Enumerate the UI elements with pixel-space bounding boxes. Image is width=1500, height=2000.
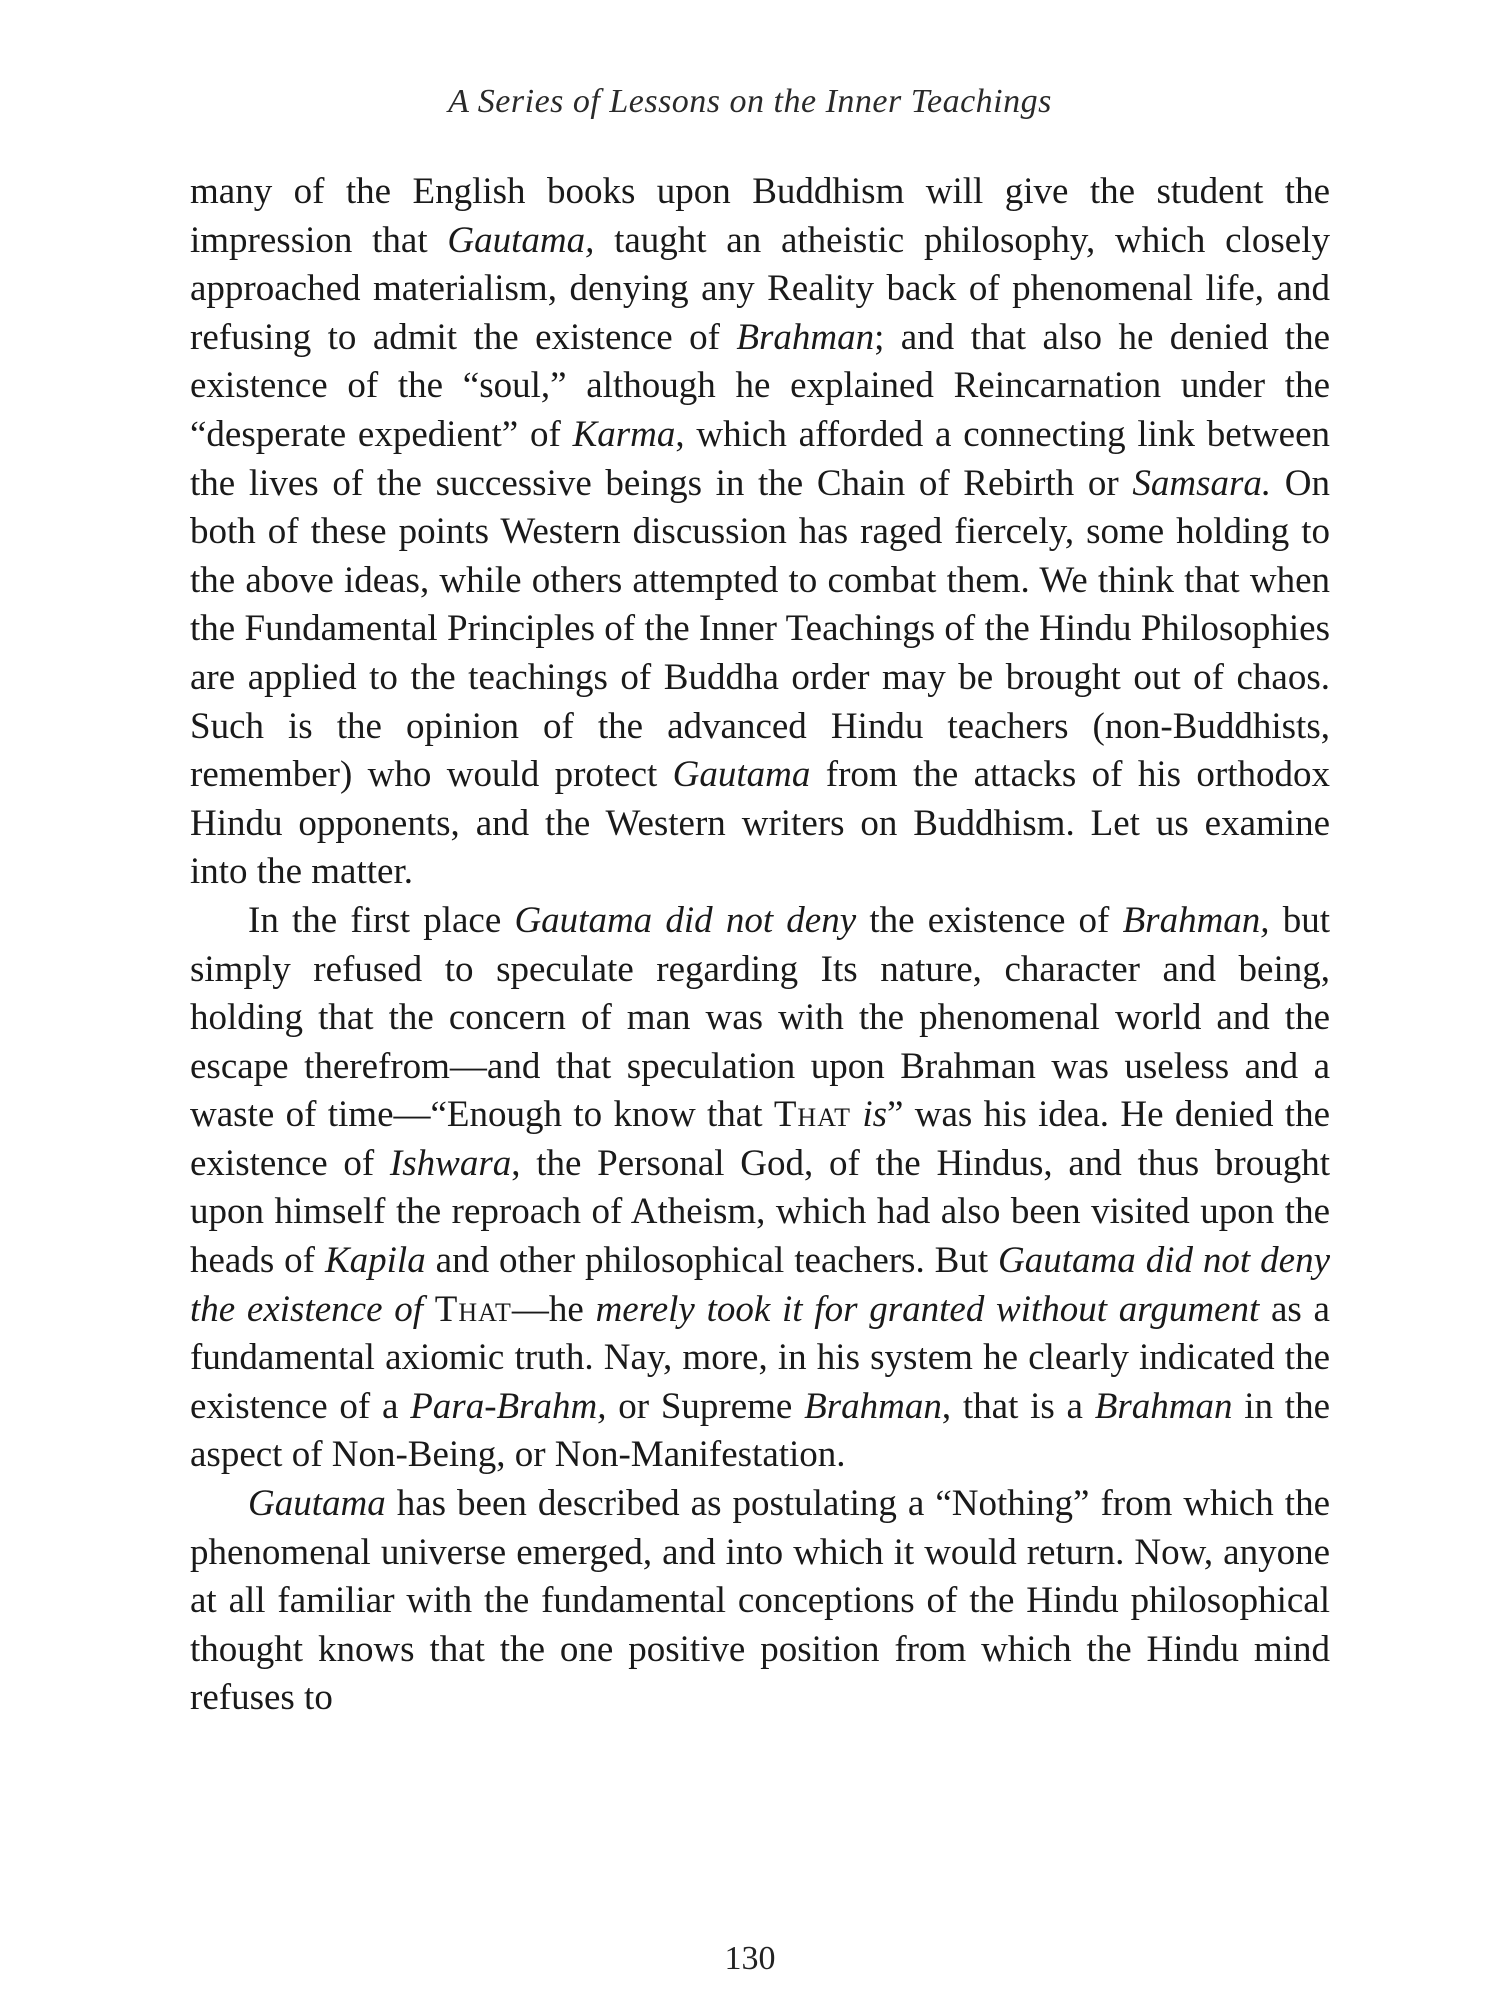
text-run: taught an atheistic philosophy, which closely approached materialism, denying any Reality back of phenomenal life, and refusing to admit the existence of [190, 219, 1330, 358]
small-caps-text: That [773, 1094, 851, 1136]
italic-text: is [862, 1094, 888, 1136]
body-text [190, 168, 1330, 1723]
small-caps-text: That [434, 1288, 512, 1330]
running-head: A Series of Lessons on the Inner Teachings [448, 83, 1052, 120]
text-run: ” was his idea. He denied the existence of [190, 1094, 1330, 1184]
italic-text: Samsara. [1132, 462, 1272, 504]
italic-text: Gautama did not deny the existence of [190, 1240, 1330, 1330]
italic-text: Gautama [248, 1483, 386, 1525]
text-run: —he [511, 1288, 596, 1330]
italic-text: Brahman [1094, 1385, 1233, 1427]
text-run: or Supreme [606, 1385, 805, 1427]
italic-text: Gautama [672, 754, 811, 796]
italic-text: Brahman [804, 1385, 942, 1427]
text-run: the existence of [856, 899, 1123, 941]
italic-text: Brahman, [1122, 899, 1270, 941]
text-run: and other philosophical teachers. But [425, 1240, 999, 1282]
text-run: , the Personal God, of the Hindus, and thus brought upon himself the reproach of Atheism, which had also been visited upon the heads of [190, 1142, 1330, 1282]
italic-text: Gautama did not deny [514, 899, 857, 941]
text-run: , that is a [941, 1385, 1095, 1427]
italic-text: Karma [572, 413, 676, 455]
text-run [851, 1094, 862, 1135]
italic-text: Gautama, [447, 219, 595, 261]
paragraph-3 [190, 1480, 1330, 1723]
italic-text: merely took it for granted without argument [595, 1288, 1260, 1330]
paragraph-1 [190, 168, 1330, 897]
italic-text: Para-Brahm, [410, 1385, 607, 1427]
italic-text: Brahman [736, 316, 875, 358]
italic-text: Kapila [324, 1240, 426, 1282]
text-run: in the aspect of Non-Being, or Non-Manifestation. [190, 1385, 1330, 1476]
text-run: On both of these points Western discussion has raged fiercely, some holding to the above ideas, while others attempted to combat them. We think that when the Fundamental Principles of the Inner Teachings of the Hindu Philosophies are applied to the teachings of Buddha order may be brought out of chaos. Such is the opinion of the advanced Hindu teachers (non-Buddhists, remember) who would protect [190, 462, 1330, 796]
paragraph-2 [190, 897, 1330, 1480]
text-run: many of the English books upon Buddhism will give the student the impression that [190, 171, 1330, 261]
text-run: from the attacks of his orthodox Hindu opponents, and the Western writers on Buddhism. Let us examine into the matter. [190, 754, 1330, 893]
page-number: 130 [724, 1940, 776, 1977]
text-run: ; and that also he denied the existence of the “soul,” although he explained Reincarnation under the “desperate expedient” of [190, 316, 1330, 455]
text-run: but simply refused to speculate regarding Its nature, character and being, holding that the concern of man was with the phenomenal world and the escape therefrom—and that speculation upon Brahman was useless and a waste of time—“Enough to know that [190, 899, 1331, 1136]
italic-text: Ishwara [389, 1142, 512, 1184]
text-run: as a fundamental axiomic truth. Nay, more, in his system he clearly indicated the existence of a [190, 1288, 1330, 1427]
text-run: has been described as postulating a “Nothing” from which the phenomenal universe emerged, and into which it would return. Now, anyone at all familiar with the fundamental conceptions of the Hindu philosophical thought knows that the one positive position from which the Hindu mind refuses to [190, 1483, 1330, 1719]
text-run: In the first place [248, 899, 515, 941]
text-run: , which afforded a connecting link between the lives of the successive beings in the Chain of Rebirth or [190, 413, 1331, 504]
